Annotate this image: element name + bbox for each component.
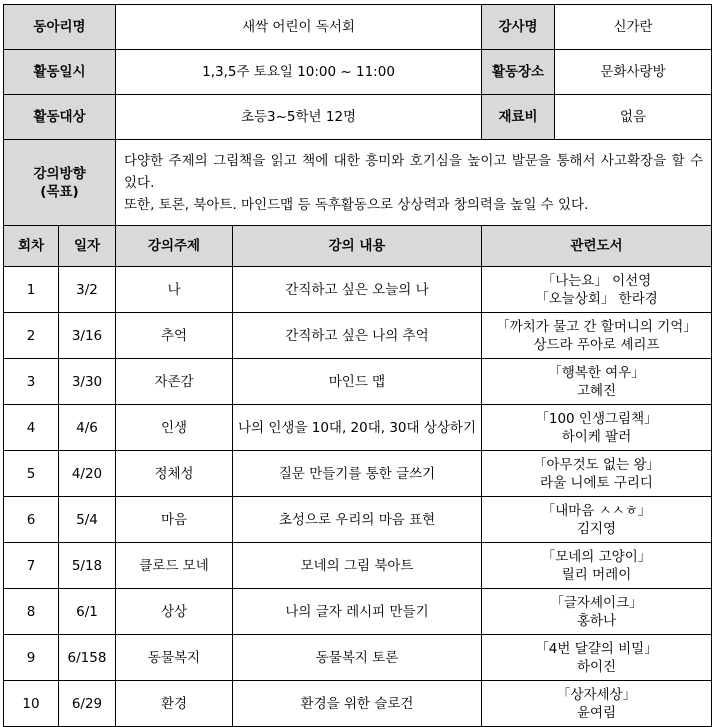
- table-row: [4, 313, 712, 359]
- row-books: [482, 451, 712, 497]
- fee-label: 재료비: [482, 95, 555, 139]
- header-books: 관련도서: [482, 226, 712, 267]
- book-title: 「4번 달걀의 비밀」: [535, 640, 658, 657]
- row-no: 10: [4, 681, 59, 727]
- row-topic: 나: [116, 267, 233, 313]
- book-author: 릴리 머레이: [561, 566, 632, 583]
- program-sheet: [3, 4, 711, 727]
- book-title: 「모네의 고양이」: [541, 548, 652, 565]
- row-content: 초성으로 우리의 마음 표현: [233, 497, 482, 543]
- row-date: 6/1: [59, 589, 116, 635]
- target-value: 초등3~5학년 12명: [116, 95, 482, 140]
- header-row: [4, 226, 712, 267]
- row-no: 6: [4, 497, 59, 543]
- schedule-label: 활동일시: [4, 50, 116, 95]
- schedule-value: 1,3,5주 토요일 10:00 ~ 11:00: [116, 50, 482, 95]
- row-no: 3: [4, 359, 59, 405]
- table-row: [4, 681, 712, 727]
- book-title: 「글자셰이크」: [550, 594, 643, 611]
- row-topic: 정체성: [116, 451, 233, 497]
- row-no: 7: [4, 543, 59, 589]
- book-author: 고혜진: [576, 382, 617, 399]
- header-no: 회차: [4, 226, 59, 267]
- book-title: 「까치가 물고 간 할머니의 기억」: [496, 318, 697, 335]
- header-date: 일자: [59, 226, 116, 267]
- row-no: 9: [4, 635, 59, 681]
- table-row: [4, 267, 712, 313]
- table-row: [4, 497, 712, 543]
- row-date: 5/4: [59, 497, 116, 543]
- row-content: 마인드 맵: [233, 359, 482, 405]
- row-date: 4/6: [59, 405, 116, 451]
- header-topic: 강의주제: [116, 226, 233, 267]
- lecturer-label: 강사명: [482, 5, 555, 49]
- direction-text: [116, 140, 712, 226]
- table-row: [4, 359, 712, 405]
- row-date: 4/20: [59, 451, 116, 497]
- book-author: 상드라 푸아로 셰리프: [533, 336, 660, 353]
- club-value: 새싹 어린이 독서회: [116, 5, 482, 50]
- row-topic: 동물복지: [116, 635, 233, 681]
- row-books: [482, 405, 712, 451]
- table-row: [4, 543, 712, 589]
- book-title: 「나는요」 이선영: [541, 272, 652, 289]
- row-topic: 자존감: [116, 359, 233, 405]
- row-books: [482, 681, 712, 727]
- row-topic: 마음: [116, 497, 233, 543]
- row-date: 3/2: [59, 267, 116, 313]
- row-date: 3/30: [59, 359, 116, 405]
- book-title: 「상자세상」: [556, 686, 637, 703]
- row-content: 질문 만들기를 통한 글쓰기: [233, 451, 482, 497]
- row-content: 나의 인생을 10대, 20대, 30대 상상하기: [233, 405, 482, 451]
- book-author: 하이케 팔러: [561, 428, 632, 445]
- row-no: 4: [4, 405, 59, 451]
- row-books: [482, 589, 712, 635]
- row-no: 2: [4, 313, 59, 359]
- row-books: [482, 543, 712, 589]
- book-title: 「아무것도 없는 왕」: [533, 456, 660, 473]
- row-no: 8: [4, 589, 59, 635]
- lecturer-cell: [482, 5, 712, 50]
- row-topic: 상상: [116, 589, 233, 635]
- table-row: [4, 405, 712, 451]
- row-content: 환경을 위한 슬로건: [233, 681, 482, 727]
- row-topic: 클로드 모네: [116, 543, 233, 589]
- place-label: 활동장소: [482, 50, 555, 94]
- row-date: 6/29: [59, 681, 116, 727]
- direction-label-line1: 강의방향: [33, 165, 86, 182]
- book-author: 하이진: [576, 658, 617, 675]
- book-title: 「행복한 여우」: [548, 364, 645, 381]
- row-books: [482, 497, 712, 543]
- book-title: 「100 인생그림책」: [535, 410, 658, 427]
- fee-cell: [482, 95, 712, 140]
- table-row: [4, 589, 712, 635]
- header-content: 강의 내용: [233, 226, 482, 267]
- direction-text-2: 또한, 토론, 북아트. 마인드맵 등 독후활동으로 상상력과 창의력을 높일 수 있다.: [124, 196, 589, 213]
- book-author: 홍하나: [576, 612, 617, 629]
- schedule-table: [3, 225, 712, 727]
- place-value: 문화사랑방: [600, 64, 666, 80]
- row-date: 5/18: [59, 543, 116, 589]
- row-date: 3/16: [59, 313, 116, 359]
- row-books: [482, 267, 712, 313]
- info-table: [3, 4, 712, 226]
- book-title: 「내마음 ㅅㅅㅎ」: [541, 502, 652, 519]
- row-content: 모네의 그림 북아트: [233, 543, 482, 589]
- row-date: 6/158: [59, 635, 116, 681]
- row-topic: 인생: [116, 405, 233, 451]
- row-content: 나의 글자 레시피 만들기: [233, 589, 482, 635]
- row-content: 간직하고 싶은 나의 추억: [233, 313, 482, 359]
- book-author: 김지영: [576, 520, 617, 537]
- row-content: 동물복지 토론: [233, 635, 482, 681]
- row-topic: 추억: [116, 313, 233, 359]
- direction-text-1: 다양한 주제의 그림책을 읽고 책에 대한 흥미와 호기심을 높이고 발문을 통해서 사고확장을 할 수 있다.: [124, 152, 704, 191]
- row-books: [482, 313, 712, 359]
- book-author: 「오늘상회」 한라경: [535, 290, 658, 307]
- table-row: [4, 635, 712, 681]
- row-no: 5: [4, 451, 59, 497]
- row-no: 1: [4, 267, 59, 313]
- lecturer-value: 신가란: [613, 19, 653, 35]
- fee-value: 없음: [619, 109, 647, 125]
- place-cell: [482, 50, 712, 95]
- row-books: [482, 359, 712, 405]
- table-row: [4, 451, 712, 497]
- row-topic: 환경: [116, 681, 233, 727]
- club-label: 동아리명: [4, 5, 116, 50]
- row-books: [482, 635, 712, 681]
- book-author: 라울 니에토 구리디: [540, 474, 653, 491]
- direction-label: [4, 140, 116, 226]
- book-author: 윤여림: [576, 704, 617, 721]
- direction-label-line2: (목표): [40, 183, 79, 200]
- row-content: 간직하고 싶은 오늘의 나: [233, 267, 482, 313]
- target-label: 활동대상: [4, 95, 116, 140]
